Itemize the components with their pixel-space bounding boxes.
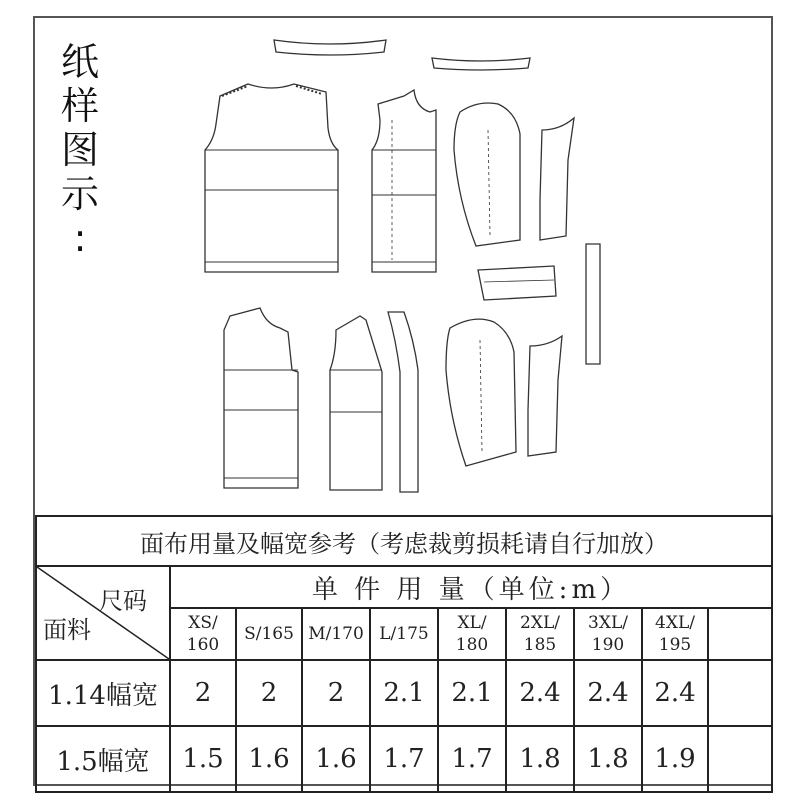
pattern-diagram-label: [52, 40, 108, 260]
corner-size-label: 尺码: [99, 587, 147, 615]
placket-piece: [388, 312, 418, 492]
sleeve-piece: [446, 319, 516, 466]
size-header: 2XL/ 185: [506, 608, 574, 660]
table-row: [36, 660, 772, 726]
usage-cell: 1.5: [170, 726, 236, 792]
front-lining-piece: [224, 308, 298, 488]
usage-cell: 2.4: [574, 660, 642, 726]
size-header: 4XL/ 195: [642, 608, 708, 660]
collar-piece: [432, 58, 530, 70]
usage-cell: 1.8: [574, 726, 642, 792]
fabric-usage-table: [35, 515, 773, 793]
side-front-piece: [330, 316, 382, 490]
usage-cell: 2: [302, 660, 370, 726]
usage-cell: 1.8: [506, 726, 574, 792]
empty-cell: [708, 726, 772, 792]
usage-cell: 1.9: [642, 726, 708, 792]
size-header: S/165: [236, 608, 302, 660]
fabric-label-cell: 1.5幅宽: [36, 726, 170, 792]
usage-cell: 1.7: [438, 726, 506, 792]
usage-cell: 1.7: [370, 726, 438, 792]
usage-cell: 2: [236, 660, 302, 726]
empty-cell: [708, 608, 772, 660]
size-header: L/175: [370, 608, 438, 660]
label-char: :: [73, 216, 87, 260]
size-header: XS/ 160: [170, 608, 236, 660]
size-header: 3XL/ 190: [574, 608, 642, 660]
size-header: M/170: [302, 608, 370, 660]
usage-cell: 2: [170, 660, 236, 726]
table-row: [36, 726, 772, 792]
table-title: 面布用量及幅宽参考（考虑裁剪损耗请自行加放）: [36, 516, 772, 566]
empty-cell: [708, 660, 772, 726]
facing-strip-piece: [586, 244, 600, 364]
front-bodice-piece: [372, 90, 436, 272]
corner-header-cell: [36, 566, 170, 660]
fabric-label-cell: 1.14幅宽: [36, 660, 170, 726]
sleeve-piece: [454, 103, 520, 246]
back-bodice-piece: [205, 84, 338, 272]
usage-group-header: 单 件 用 量（单位:m）: [170, 566, 772, 608]
undersleeve-piece: [540, 118, 574, 240]
usage-cell: 1.6: [302, 726, 370, 792]
label-char: 纸: [60, 40, 99, 84]
corner-fabric-label: 面料: [43, 616, 91, 644]
usage-cell: 2.4: [506, 660, 574, 726]
label-char: 样: [60, 84, 99, 128]
label-char: 示: [60, 172, 99, 216]
usage-cell: 2.4: [642, 660, 708, 726]
label-char: 图: [60, 128, 99, 172]
size-header: XL/ 180: [438, 608, 506, 660]
usage-cell: 2.1: [370, 660, 438, 726]
undersleeve-piece: [528, 336, 562, 456]
usage-cell: 1.6: [236, 726, 302, 792]
cuff-piece: [478, 266, 556, 300]
collar-piece: [274, 40, 386, 55]
usage-cell: 2.1: [438, 660, 506, 726]
